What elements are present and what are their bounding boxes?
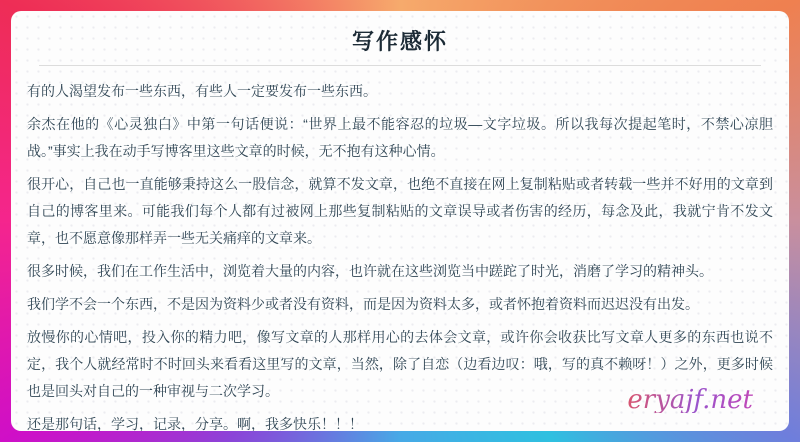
site-watermark: eryajf.net bbox=[627, 385, 753, 415]
article-paragraph: 余杰在他的《心灵独白》中第一句话便说：“世界上最不能容忍的垃圾—文字垃圾。所以我每次提起笔时，不禁心凉胆战。”事实上我在动手写博客里这些文章的时候，无不抱有这种心情。 bbox=[27, 116, 773, 159]
page-title: 写作感怀 bbox=[351, 29, 448, 54]
article-paragraph: 还是那句话，学习，记录，分享。啊，我多快乐！！！ bbox=[27, 416, 363, 431]
article-paragraph: 很多时候，我们在工作生活中，浏览着大量的内容，也许就在这些浏览当中蹉跎了时光，消磨了学习的精神头。 bbox=[27, 263, 713, 279]
article-paragraph: 有的人渴望发布一些东西，有些人一定要发布一些东西。 bbox=[27, 83, 377, 99]
article-paragraph: 放慢你的心情吧，投入你的精力吧，像写文章的人那样用心的去体会文章，或许你会收获比写文章人更多的东西也说不定，我个人就经常时不时回头来看看这里写的文章，当然，除了自恋（边看边叹：哦，写的真不赖呀！）之外，更多时候也是回头对自己的一种审视与二次学习。 bbox=[27, 329, 773, 399]
article-paragraph: 我们学不会一个东西，不是因为资料少或者没有资料，而是因为资料太多，或者怀抱着资料而迟迟没有出发。 bbox=[27, 296, 699, 312]
title-divider bbox=[39, 65, 761, 66]
article-body bbox=[27, 78, 773, 431]
article-paragraph: 很开心，自己也一直能够秉持这么一股信念，就算不发文章，也绝不直接在网上复制粘贴或者转载一些并不好用的文章到自己的博客里来。可能我们每个人都有过被网上那些复制粘贴的文章误导或者伤害的经历，每念及此，我就宁肯不发文章，也不愿意像那样弄一些无关痛痒的文章来。 bbox=[27, 176, 773, 246]
article-card bbox=[11, 11, 789, 431]
